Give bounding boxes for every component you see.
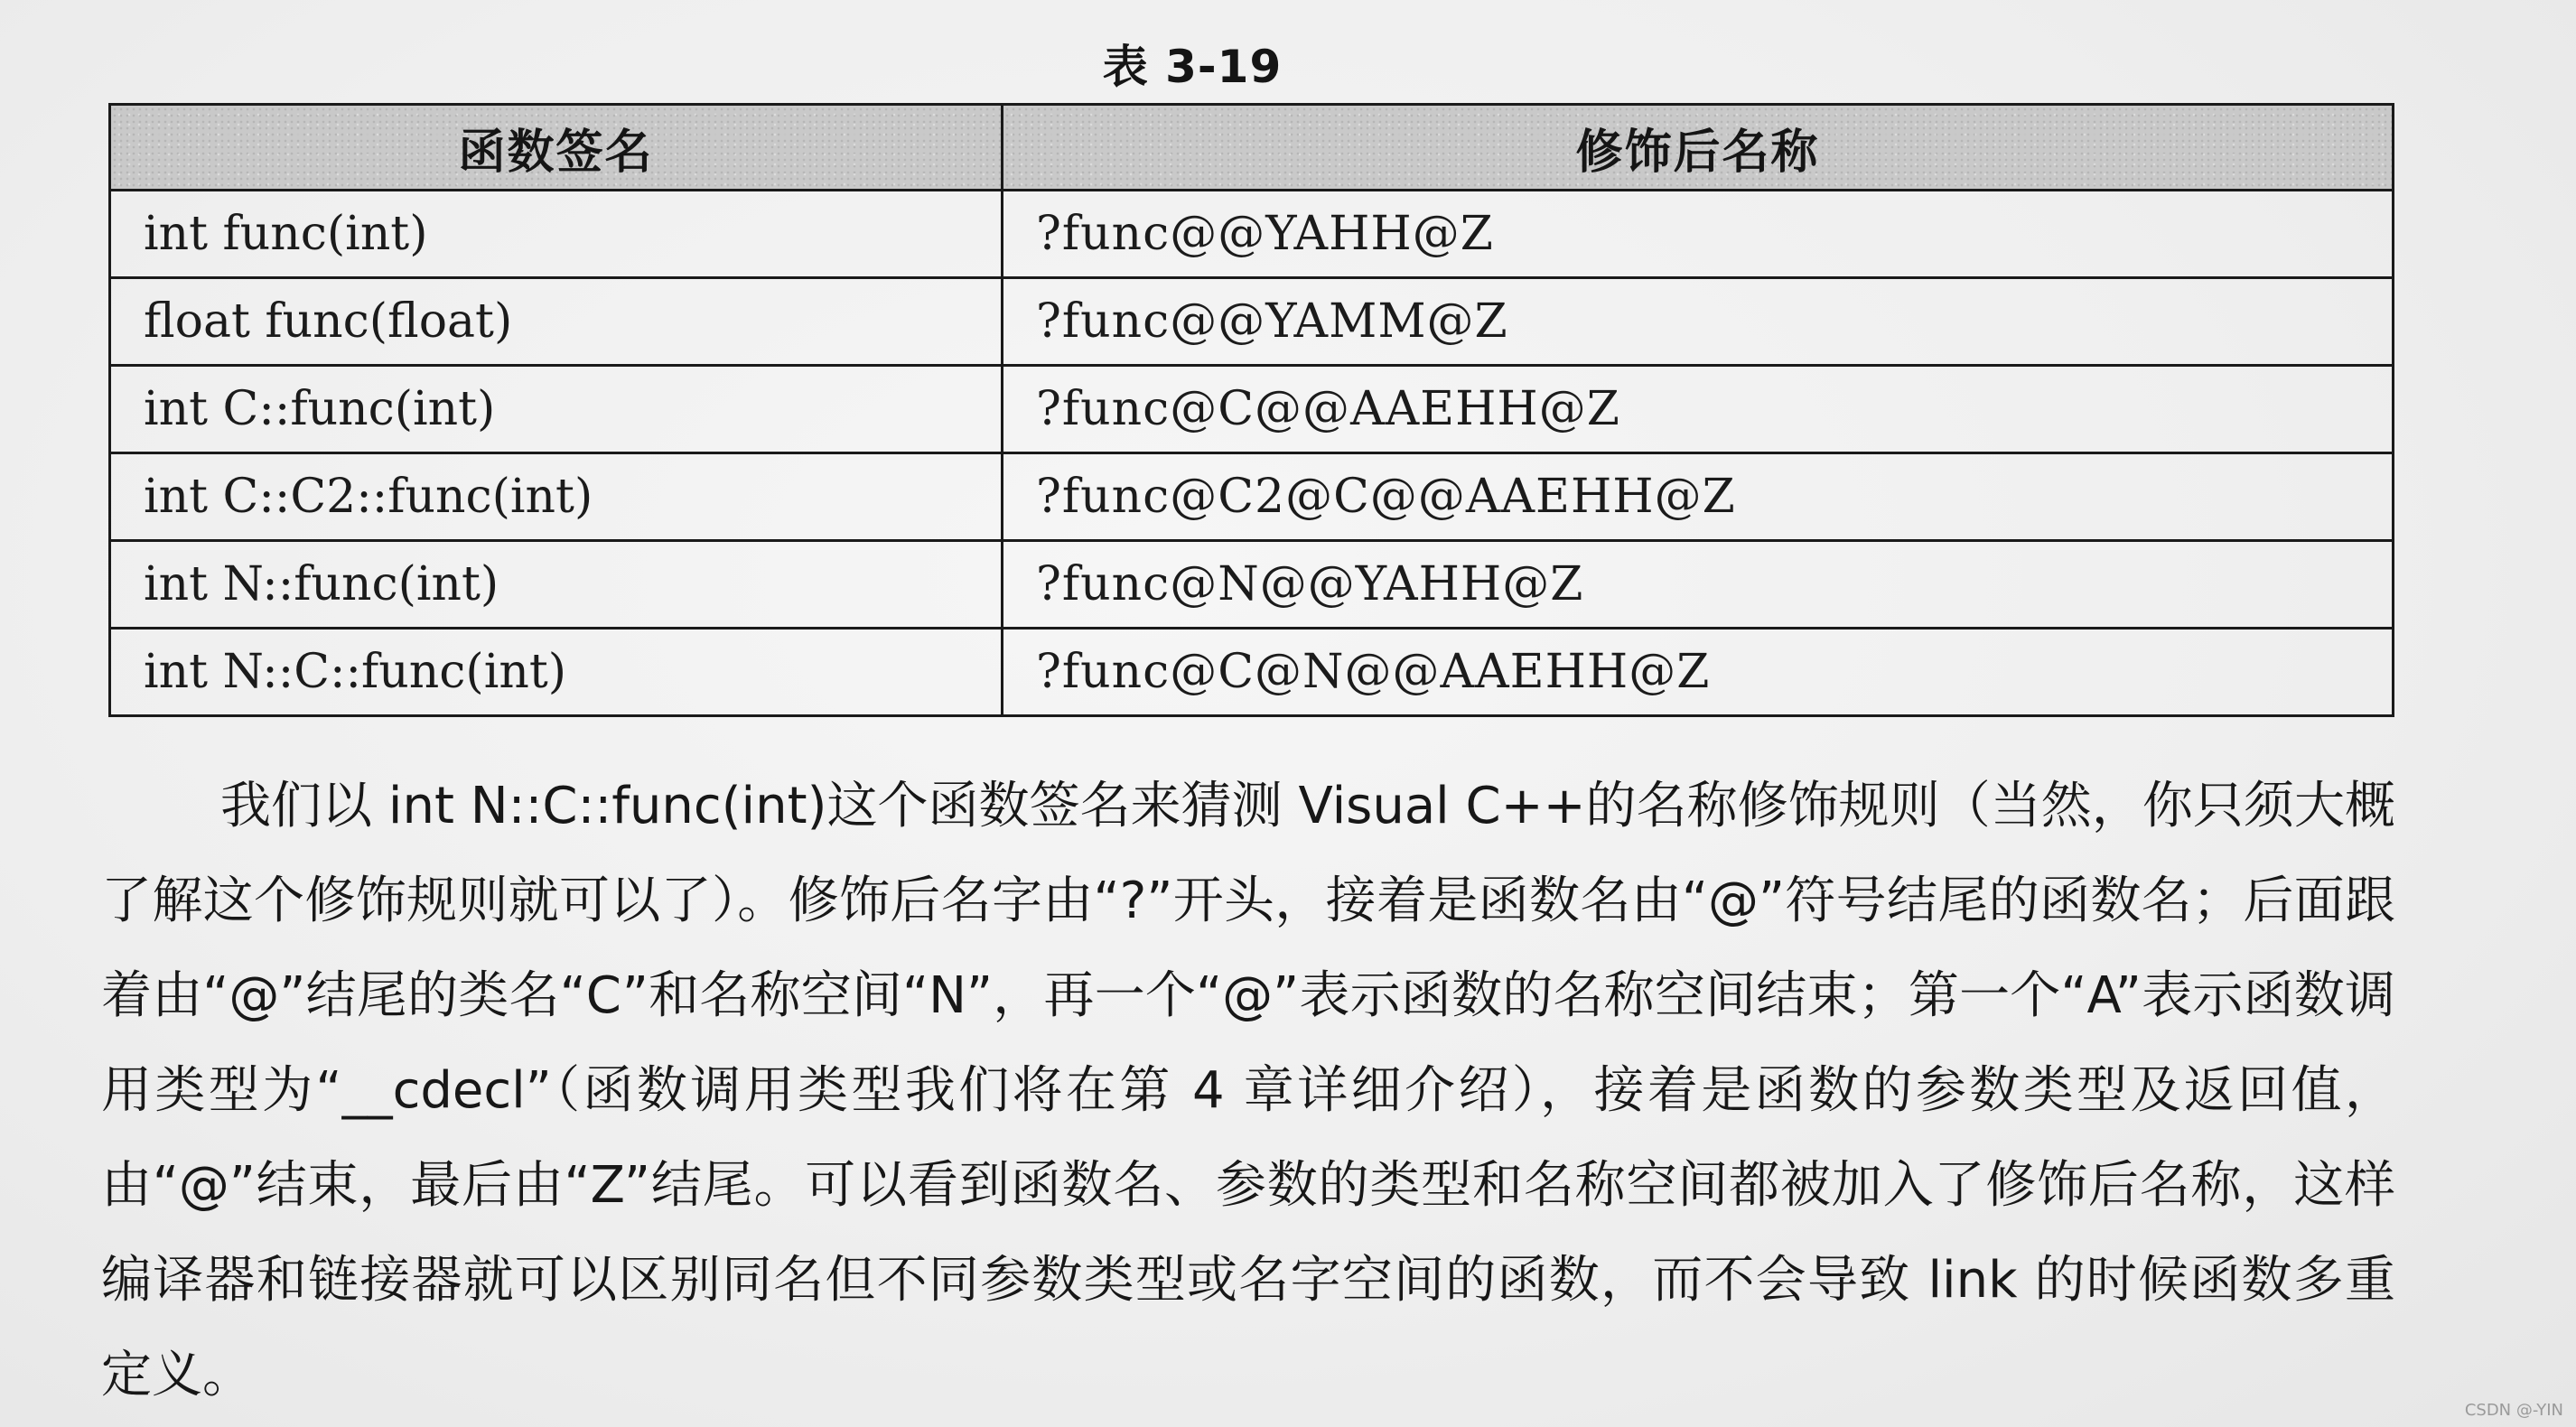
table-row bbox=[110, 278, 2394, 366]
decorated-name-cell: ?func@@YAHH@Z bbox=[1003, 191, 2394, 278]
signature-cell: int N::func(int) bbox=[110, 541, 1003, 629]
watermark: CSDN @-YIN bbox=[2464, 1401, 2563, 1420]
decorated-name-cell: ?func@C@@AAEHH@Z bbox=[1003, 366, 2394, 453]
signature-cell: int C::func(int) bbox=[110, 366, 1003, 453]
signature-cell: float func(float) bbox=[110, 278, 1003, 366]
explanation-body bbox=[101, 759, 2395, 1422]
explanation-paragraph: 我们以 int N::C::func(int)这个函数签名来猜测 Visual C++的名称修饰规则（当然，你只须大概了解这个修饰规则就可以了）。修饰后名字由“?”开头，接着是函数名由“@”符号结尾的函数名；后面跟着由“@”结尾的类名“C”和名称空间“N”，再一个“@”表示函数的名称空间结束；第一个“A”表示函数调用类型为“__cdecl”（函数调用类型我们将在第 4 章详细介绍），接着是函数的参数类型及返回值，由“@”结束，最后由“Z”结尾。可以看到函数名、参数的类型和名称空间都被加入了修饰后名称，这样编译器和链接器就可以区别同名但不同参数类型或名字空间的函数，而不会导致 link 的时候函数多重定义。 bbox=[101, 777, 2395, 1404]
table-row bbox=[110, 366, 2394, 453]
header-decorated-name: 修饰后名称 bbox=[1003, 105, 2394, 191]
decorated-name-cell: ?func@C2@C@@AAEHH@Z bbox=[1003, 453, 2394, 541]
table-caption: 表 3-19 bbox=[1102, 41, 1283, 93]
decorated-name-cell: ?func@C@N@@AAEHH@Z bbox=[1003, 629, 2394, 716]
decorated-name-cell: ?func@N@@YAHH@Z bbox=[1003, 541, 2394, 629]
signature-cell: int N::C::func(int) bbox=[110, 629, 1003, 716]
header-function-signature: 函数签名 bbox=[110, 105, 1003, 191]
table-row bbox=[110, 629, 2394, 716]
signature-cell: int func(int) bbox=[110, 191, 1003, 278]
table-row bbox=[110, 541, 2394, 629]
table-row bbox=[110, 191, 2394, 278]
decorated-name-cell: ?func@@YAMM@Z bbox=[1003, 278, 2394, 366]
signature-cell: int C::C2::func(int) bbox=[110, 453, 1003, 541]
name-decoration-table bbox=[108, 103, 2394, 717]
table-row bbox=[110, 453, 2394, 541]
table-header-row bbox=[110, 105, 2394, 191]
